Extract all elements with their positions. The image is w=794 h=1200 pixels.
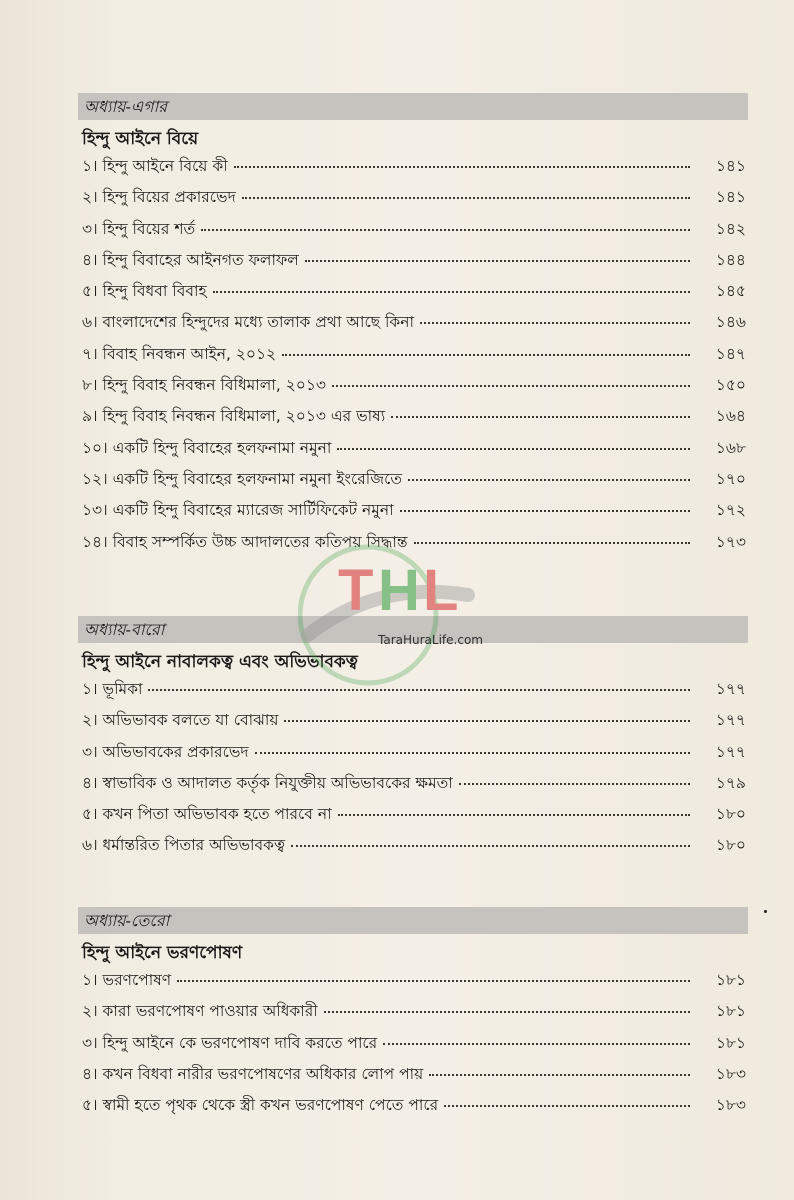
entry-title: ৮। হিন্দু বিবাহ নিবন্ধন বিধিমালা, ২০১৩ xyxy=(82,376,326,395)
svg-text:T: T xyxy=(338,558,374,623)
toc-entry xyxy=(78,342,748,373)
entry-page-number: ১৪৬ xyxy=(715,313,746,332)
entry-title: ৪। হিন্দু বিবাহের আইনগত ফলাফল xyxy=(82,250,299,269)
entry-title: ১০। একটি হিন্দু বিবাহের হলফনামা নমুনা xyxy=(82,438,332,457)
toc-entry xyxy=(78,708,748,739)
toc-entry xyxy=(78,404,748,435)
chapter-header: অধ্যায়-এগার xyxy=(78,93,748,120)
entry-title: ৯। হিন্দু বিবাহ নিবন্ধন বিধিমালা, ২০১৩ এর ভাষ্য xyxy=(82,407,386,426)
dot-leader xyxy=(324,1011,690,1013)
entry-page-number: ১৪৭ xyxy=(715,344,746,363)
dot-leader xyxy=(242,197,690,199)
entry-page-number: ১৮০ xyxy=(715,805,746,824)
toc-entry xyxy=(78,279,748,310)
dot-leader xyxy=(429,1074,690,1076)
entry-page-number: ১৭৭ xyxy=(715,742,746,761)
entry-title: ১৩। একটি হিন্দু বিবাহের ম্যারেজ সার্টিফিকেট নমুনা xyxy=(82,501,394,520)
entry-title: ১। ভূমিকা xyxy=(82,680,143,698)
entry-title: ৫। হিন্দু বিধবা বিবাহ xyxy=(82,282,207,301)
dot-leader xyxy=(255,752,690,754)
dot-leader xyxy=(391,416,690,418)
dot-leader xyxy=(234,166,690,168)
toc-entry xyxy=(78,968,748,999)
entry-title: ৫। স্বামী হতে পৃথক থেকে স্ত্রী কখন ভরণপোষণ পেতে পারে xyxy=(82,1096,439,1115)
chapter-eleven xyxy=(78,93,748,561)
toc-entry xyxy=(78,498,748,529)
entry-title: ২। অভিভাবক বলতে যা বোঝায় xyxy=(82,711,279,730)
entry-page-number: ১৪২ xyxy=(715,219,746,238)
entry-title: ১। হিন্দু আইনে বিয়ে কী xyxy=(82,157,228,175)
toc-entry xyxy=(78,310,748,341)
entry-page-number: ১৫০ xyxy=(715,376,746,395)
entry-page-number: ১৭০ xyxy=(715,469,746,488)
toc-entries xyxy=(78,154,748,561)
entry-title: ৭। বিবাহ নিবন্ধন আইন, ২০১২ xyxy=(82,344,277,363)
entry-page-number: ১৮১ xyxy=(715,1002,746,1021)
entry-page-number: ১৭৩ xyxy=(715,532,746,551)
entry-title: ১৪। বিবাহ সম্পর্কিত উচ্চ আদালতের কতিপয় সিদ্ধান্ত xyxy=(82,532,408,551)
entry-page-number: ১৭৭ xyxy=(715,680,746,698)
paper-speck xyxy=(764,910,767,913)
entry-title: ৩। অভিভাবকের প্রকারভেদ xyxy=(82,742,249,761)
entry-page-number: ১৬৪ xyxy=(715,407,746,426)
entry-page-number: ১৮১ xyxy=(715,971,746,989)
entry-title: ১। ভরণপোষণ xyxy=(82,971,172,989)
entry-title: ২। কারা ভরণপোষণ পাওয়ার অধিকারী xyxy=(82,1002,318,1021)
toc-entry xyxy=(78,740,748,771)
toc-entry xyxy=(78,833,748,864)
toc-entries xyxy=(78,677,748,865)
entry-title: ১২। একটি হিন্দু বিবাহের হলফনামা নমুনা ইংরেজিতে xyxy=(82,469,402,488)
toc-entry xyxy=(78,436,748,467)
dot-leader xyxy=(291,845,690,847)
entry-title: ৩। হিন্দু বিয়ের শর্ত xyxy=(82,219,196,238)
dot-leader xyxy=(444,1105,690,1107)
toc-entry xyxy=(78,373,748,404)
entry-title: ৩। হিন্দু আইনে কে ভরণপোষণ দাবি করতে পারে xyxy=(82,1033,378,1052)
toc-entry xyxy=(78,1031,748,1062)
dot-leader xyxy=(177,980,690,982)
entry-page-number: ১৪১ xyxy=(715,157,746,175)
dot-leader xyxy=(408,479,690,481)
toc-entry xyxy=(78,802,748,833)
chapter-thirteen xyxy=(78,907,748,1124)
chapter-title: হিন্দু আইনে নাবালকত্ব এবং অভিভাবকত্ব xyxy=(82,652,358,672)
entry-page-number: ১৮০ xyxy=(715,836,746,855)
dot-leader xyxy=(338,814,690,816)
dot-leader xyxy=(305,260,690,262)
dot-leader xyxy=(420,322,690,324)
dot-leader xyxy=(201,229,690,231)
dot-leader xyxy=(332,385,690,387)
entry-page-number: ১৬৮ xyxy=(715,438,746,457)
entry-page-number: ১৪৪ xyxy=(715,250,746,269)
watermark-site-text: TaraHuraLife.com xyxy=(378,633,483,647)
toc-entry xyxy=(78,154,748,185)
chapter-header: অধ্যায়-তেরো xyxy=(78,907,748,934)
entry-page-number: ১৪৫ xyxy=(715,282,746,301)
toc-entry xyxy=(78,1062,748,1093)
entry-page-number: ১৪১ xyxy=(715,188,746,207)
entry-title: ২। হিন্দু বিয়ের প্রকারভেদ xyxy=(82,188,236,207)
watermark-logo xyxy=(298,540,498,690)
toc-entry xyxy=(78,248,748,279)
chapter-title: হিন্দু আইনে বিয়ে xyxy=(82,129,199,149)
entry-page-number: ১৭৯ xyxy=(715,773,746,792)
toc-entry xyxy=(78,999,748,1030)
entry-page-number: ১৭৭ xyxy=(715,711,746,730)
toc-entry xyxy=(78,467,748,498)
toc-entry xyxy=(78,185,748,216)
entry-title: ৪। স্বাভাবিক ও আদালত কর্তৃক নিযুক্তীয় অভিভাবকের ক্ষমতা xyxy=(82,773,453,792)
toc-entry xyxy=(78,217,748,248)
dot-leader xyxy=(383,1043,690,1045)
svg-text:L: L xyxy=(423,558,459,623)
toc-entry xyxy=(78,771,748,802)
entry-page-number: ১৭২ xyxy=(715,501,746,520)
entry-title: ৬। বাংলাদেশের হিন্দুদের মধ্যে তালাক প্রথা আছে কিনা xyxy=(82,313,415,332)
svg-text:H: H xyxy=(378,558,420,623)
dot-leader xyxy=(400,510,690,512)
entry-title: ৪। কখন বিধবা নারীর ভরণপোষণের অধিকার লোপ পায় xyxy=(82,1064,424,1083)
dot-leader xyxy=(337,448,690,450)
entry-title: ৫। কখন পিতা অভিভাবক হতে পারবে না xyxy=(82,805,332,824)
dot-leader xyxy=(213,291,690,293)
chapter-header: অধ্যায়-বারো xyxy=(78,616,748,643)
chapter-title: হিন্দু আইনে ভরণপোষণ xyxy=(82,943,243,963)
entry-page-number: ১৮৩ xyxy=(715,1096,746,1115)
dot-leader xyxy=(282,354,690,356)
entry-title: ৬। ধর্মান্তরিত পিতার অভিভাবকত্ব xyxy=(82,836,286,855)
toc-entry xyxy=(78,1093,748,1124)
entry-page-number: ১৮৩ xyxy=(715,1064,746,1083)
dot-leader xyxy=(284,720,690,722)
dot-leader xyxy=(459,783,690,785)
toc-entries xyxy=(78,968,748,1124)
entry-page-number: ১৮১ xyxy=(715,1033,746,1052)
